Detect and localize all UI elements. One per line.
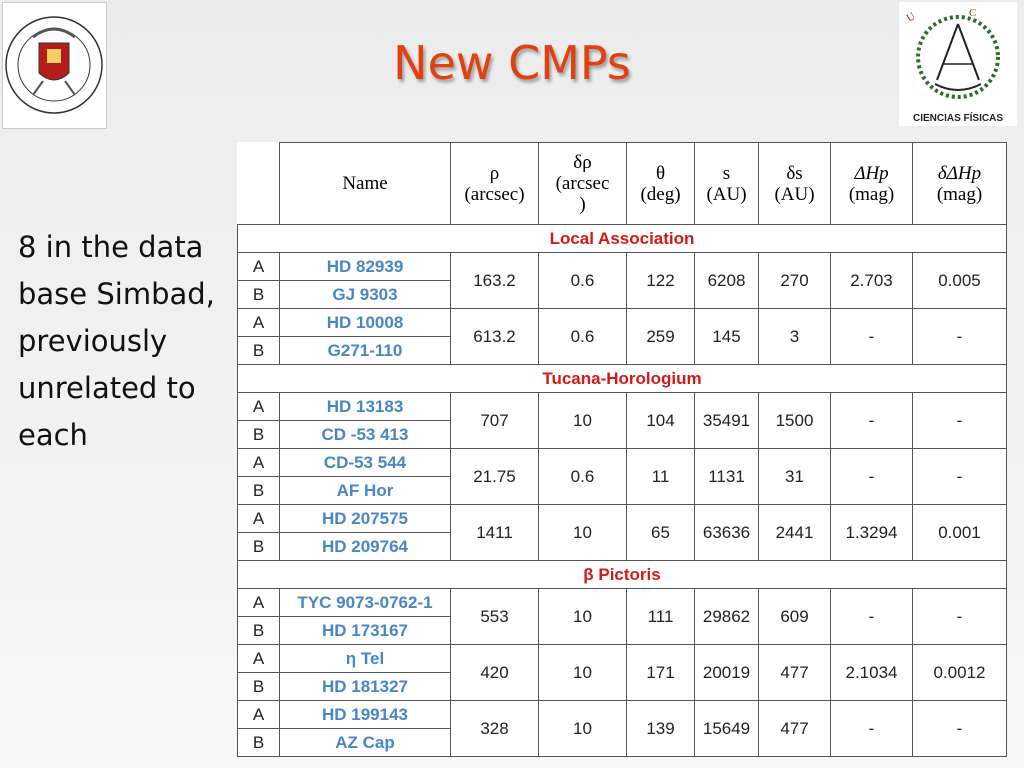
section-row [238,365,1007,393]
value-cell-ds: 270 [759,253,831,309]
value-cell-ddhp: - [913,393,1007,449]
star-name-link[interactable]: AF Hor [280,477,451,505]
component-cell: A [238,645,280,673]
value-cell-theta: 122 [627,253,695,309]
value-cell-drho: 10 [539,645,627,701]
value-cell-ddhp: 0.005 [913,253,1007,309]
star-name-link[interactable]: TYC 9073-0762-1 [280,589,451,617]
side-note-line: base Simbad, [18,277,215,311]
component-cell: B [238,337,280,365]
value-cell-ds: 3 [759,309,831,365]
value-cell-rho: 328 [451,701,539,757]
table-row [238,393,1007,421]
star-name-link[interactable]: CD -53 413 [280,421,451,449]
value-cell-drho: 0.6 [539,449,627,505]
component-cell: B [238,421,280,449]
component-cell: B [238,281,280,309]
value-cell-s: 15649 [695,701,759,757]
section-label: Tucana-Horologium [238,365,1007,393]
side-note-line: 8 in the data [18,230,204,264]
value-cell-theta: 139 [627,701,695,757]
value-cell-ddhp: - [913,449,1007,505]
value-cell-dhp: - [831,449,913,505]
value-cell-ddhp: - [913,309,1007,365]
star-name-link[interactable]: GJ 9303 [280,281,451,309]
header-blank [238,143,280,225]
value-cell-ddhp: 0.0012 [913,645,1007,701]
star-name-link[interactable]: CD-53 544 [280,449,451,477]
value-cell-dhp: - [831,393,913,449]
value-cell-dhp: - [831,701,913,757]
header-name: Name [280,143,451,225]
component-cell: B [238,673,280,701]
header-s: s (AU) [695,143,759,225]
value-cell-s: 29862 [695,589,759,645]
value-cell-theta: 65 [627,505,695,561]
value-cell-s: 145 [695,309,759,365]
value-cell-rho: 420 [451,645,539,701]
value-cell-drho: 10 [539,589,627,645]
value-cell-rho: 21.75 [451,449,539,505]
header-delta-rho: δρ (arcsec ) [539,143,627,225]
value-cell-drho: 10 [539,505,627,561]
component-cell: A [238,253,280,281]
value-cell-drho: 0.6 [539,253,627,309]
logo-caption: CIENCIAS FÍSICAS [912,113,1003,124]
side-note-line: each [18,418,88,452]
component-cell: B [238,729,280,757]
value-cell-theta: 259 [627,309,695,365]
cmp-table [237,142,1007,757]
table-row [238,701,1007,729]
value-cell-drho: 0.6 [539,309,627,365]
star-name-link[interactable]: HD 82939 [280,253,451,281]
table-row [238,253,1007,281]
star-name-link[interactable]: HD 209764 [280,533,451,561]
component-cell: A [238,589,280,617]
value-cell-ds: 477 [759,701,831,757]
header-theta: θ (deg) [627,143,695,225]
table-row [238,449,1007,477]
section-row [238,225,1007,253]
value-cell-dhp: 2.1034 [831,645,913,701]
component-cell: A [238,309,280,337]
value-cell-theta: 111 [627,589,695,645]
header-delta-s: δs (AU) [759,143,831,225]
value-cell-ds: 609 [759,589,831,645]
star-name-link[interactable]: η Tel [280,645,451,673]
value-cell-drho: 10 [539,701,627,757]
value-cell-ddhp: - [913,701,1007,757]
section-label: β Pictoris [238,561,1007,589]
value-cell-ds: 477 [759,645,831,701]
component-cell: A [238,701,280,729]
value-cell-ds: 1500 [759,393,831,449]
header-rho: ρ (arcsec) [451,143,539,225]
side-note-line: previously [18,324,168,358]
value-cell-rho: 163.2 [451,253,539,309]
section-row [238,561,1007,589]
value-cell-ds: 31 [759,449,831,505]
value-cell-theta: 11 [627,449,695,505]
star-name-link[interactable]: HD 207575 [280,505,451,533]
value-cell-ddhp: 0.001 [913,505,1007,561]
value-cell-theta: 171 [627,645,695,701]
value-cell-s: 63636 [695,505,759,561]
value-cell-s: 6208 [695,253,759,309]
value-cell-dhp: 2.703 [831,253,913,309]
value-cell-rho: 613.2 [451,309,539,365]
value-cell-s: 35491 [695,393,759,449]
value-cell-ddhp: - [913,589,1007,645]
star-name-link[interactable]: HD 181327 [280,673,451,701]
star-name-link[interactable]: HD 173167 [280,617,451,645]
component-cell: B [238,617,280,645]
value-cell-ds: 2441 [759,505,831,561]
star-name-link[interactable]: HD 199143 [280,701,451,729]
table-row [238,309,1007,337]
header-delta-delta-hp: δΔHp (mag) [913,143,1007,225]
header-delta-hp: ΔHp (mag) [831,143,913,225]
value-cell-s: 20019 [695,645,759,701]
value-cell-rho: 1411 [451,505,539,561]
table-row [238,589,1007,617]
section-label: Local Association [238,225,1007,253]
star-name-link[interactable]: G271-110 [280,337,451,365]
slide-title: New CMPs [393,36,631,90]
table-row [238,505,1007,533]
value-cell-dhp: - [831,589,913,645]
ciencias-fisicas-logo [899,2,1017,126]
table-row [238,645,1007,673]
component-cell: A [238,449,280,477]
value-cell-rho: 553 [451,589,539,645]
star-name-link[interactable]: AZ Cap [280,729,451,757]
value-cell-dhp: - [831,309,913,365]
component-cell: A [238,505,280,533]
side-note-line: unrelated to [18,371,196,405]
value-cell-s: 1131 [695,449,759,505]
value-cell-rho: 707 [451,393,539,449]
value-cell-dhp: 1.3294 [831,505,913,561]
component-cell: B [238,533,280,561]
svg-text:U: U [904,10,918,25]
star-name-link[interactable]: HD 10008 [280,309,451,337]
value-cell-drho: 10 [539,393,627,449]
side-note [18,224,238,459]
star-name-link[interactable]: HD 13183 [280,393,451,421]
component-cell: B [238,477,280,505]
component-cell: A [238,393,280,421]
value-cell-theta: 104 [627,393,695,449]
svg-text:C: C [969,7,977,19]
